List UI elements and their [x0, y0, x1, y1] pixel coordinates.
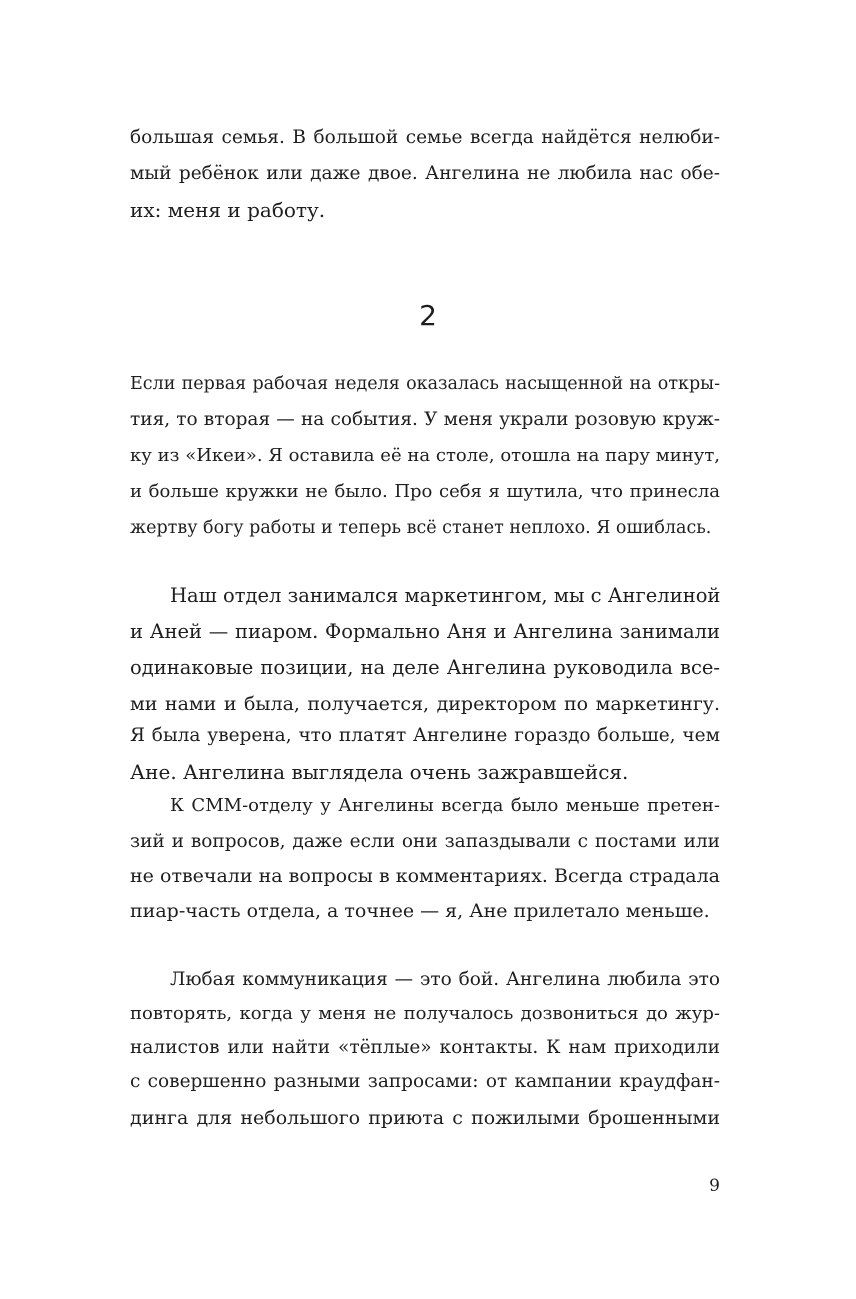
paragraph-1-line-1: большая семья. В большой семье всегда найдётся нелюби-	[130, 127, 720, 148]
paragraph-3-line-1: Наш отдел занимался маркетингом, мы с Ангелиной	[170, 584, 721, 607]
paragraph-5-line-4: с совершенно разными запросами: от кампании краудфан-	[130, 1071, 720, 1092]
paragraph-3-line-4: ми нами и была, получается, директором по маркетингу.	[130, 693, 720, 715]
paragraph-5-line-1: Любая коммуникация — это бой. Ангелина любила это	[170, 969, 720, 990]
paragraph-2-line-1: Если первая рабочая неделя оказалась насыщенной на откры-	[130, 374, 720, 394]
page-number: 9	[709, 1176, 720, 1196]
paragraph-4-line-4: пиар-часть отдела, а точнее — я, Ане прилетало меньше.	[130, 900, 710, 922]
paragraph-3-line-6: Ане. Ангелина выглядела очень зажравшейся.	[130, 760, 629, 784]
paragraph-2-line-4: и больше кружки не было. Про себя я шутила, что принесла	[130, 481, 720, 502]
paragraph-1-line-3: их: меня и работу.	[130, 198, 326, 222]
paragraph-4-line-2: зий и вопросов, даже если они запаздывали с постами или	[130, 831, 720, 852]
paragraph-4-line-1: К СММ-отделу у Ангелины всегда было меньше претен-	[170, 795, 720, 816]
paragraph-1-line-2: мый ребёнок или даже двое. Ангелина не любила нас обе-	[130, 163, 720, 184]
paragraph-3-line-2: и Аней — пиаром. Формально Аня и Ангелина занимали	[130, 620, 720, 643]
chapter-number: 2	[419, 299, 437, 332]
paragraph-5-line-5: динга для небольшого приюта с пожилыми брошенными	[130, 1107, 720, 1129]
paragraph-2-line-2: тия, то вторая — на события. У меня украли розовую круж-	[130, 409, 720, 430]
paragraph-3-line-3: одинаковые позиции, на деле Ангелина руководила все-	[130, 656, 720, 679]
paragraph-4-line-3: не отвечали на вопросы в комментариях. Всегда страдала	[130, 865, 720, 887]
paragraph-3-line-5: Я была уверена, что платят Ангелине гораздо больше, чем	[130, 725, 720, 746]
paragraph-5-line-3: налистов или найти «тёплые» контакты. К нам приходили	[130, 1037, 720, 1058]
paragraph-2-line-3: ку из «Икеи». Я оставила её на столе, отошла на пару минут,	[130, 445, 720, 466]
paragraph-2-line-5: жертву богу работы и теперь всё станет неплохо. Я ошиблась.	[130, 518, 712, 538]
paragraph-5-line-2: повторять, когда у меня не получалось дозвониться до жур-	[130, 1003, 720, 1024]
